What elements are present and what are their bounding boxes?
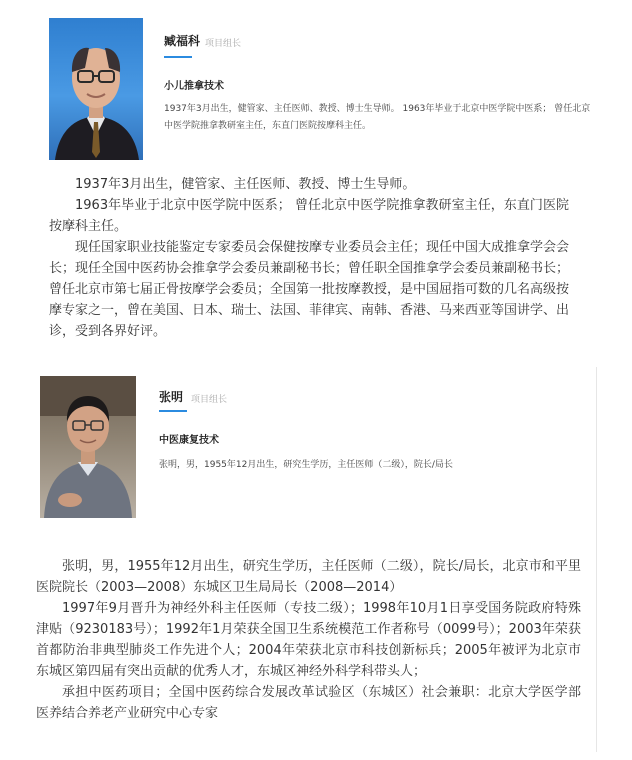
biography — [49, 174, 569, 342]
bio-paragraph: 张明，男，1955年12月出生，研究生学历，主任医师（二级），院长/局长，北京市和平里医院院长（2003—2008）东城区卫生局局长（2008—2014） — [36, 559, 581, 595]
summary-text: 张明，男，1955年12月出生，研究生学历，主任医师（二级），院长/局长 — [159, 460, 453, 470]
bio-paragraph: 1937年3月出生，健管家、主任医师、教授、博士生导师。 — [75, 177, 416, 192]
bio-paragraph: 1997年9月晋升为神经外科主任医师（专技二级）；1998年10月1日享受国务院政府特殊津贴（9230183号）；1992年1月荣获全国卫生系统模范工作者称号（0099号）；2003年荣获首都防治非典型肺炎工作先进个人；2004年荣获北京市科技创新标兵；2005年被评为北京市东城区第四届有突出贡献的优秀人才，东城区神经外科学科带头人； — [36, 601, 581, 679]
portrait-photo-1 — [49, 18, 143, 160]
person-role: 项目组长 — [191, 395, 228, 405]
card-border — [596, 367, 597, 752]
bio-paragraph: 承担中医药项目；全国中医药综合发展改革试验区（东城区）社会兼职：北京大学医学部医养结合养老产业研究中心专家 — [36, 685, 581, 721]
person-name: 臧福科 — [164, 34, 201, 48]
bio-paragraph: 现任国家职业技能鉴定专家委员会保健按摩专业委员会主任；现任中国大成推拿学会会长；现任全国中医药协会推拿学会委员兼副秘书长；曾任职全国推拿学会委员兼副秘书长；曾任北京市第七届正骨按摩学会委员；全国第一批按摩教授，是中国屈指可数的几名高级按摩专家之一，曾在美国、日本、瑞士、法国、菲律宾、南韩、香港、马来西亚等国讲学、出诊，受到各界好评。 — [49, 240, 570, 339]
specialty-title: 小儿推拿技术 — [164, 81, 224, 92]
accent-divider — [164, 56, 192, 58]
specialty-title: 中医康复技术 — [159, 435, 219, 446]
accent-divider — [159, 410, 187, 412]
bio-paragraph: 1963年毕业于北京中医学院中医系； 曾任北京中医学院推拿教研室主任，东直门医院按摩科主任。 — [49, 198, 569, 234]
summary-text: 1937年3月出生，健管家、主任医师、教授、博士生导师。 1963年毕业于北京中医学院中医系； 曾任北京中医学院推拿教研室主任，东直门医院按摩科主任。 — [164, 104, 591, 131]
person-name: 张明 — [159, 390, 184, 404]
portrait-2-image — [40, 376, 136, 518]
profile-card-1 — [0, 0, 632, 360]
portrait-1-image — [49, 18, 143, 160]
biography-2 — [36, 556, 581, 724]
portrait-photo-2 — [40, 376, 136, 518]
person-role: 项目组长 — [205, 39, 242, 49]
